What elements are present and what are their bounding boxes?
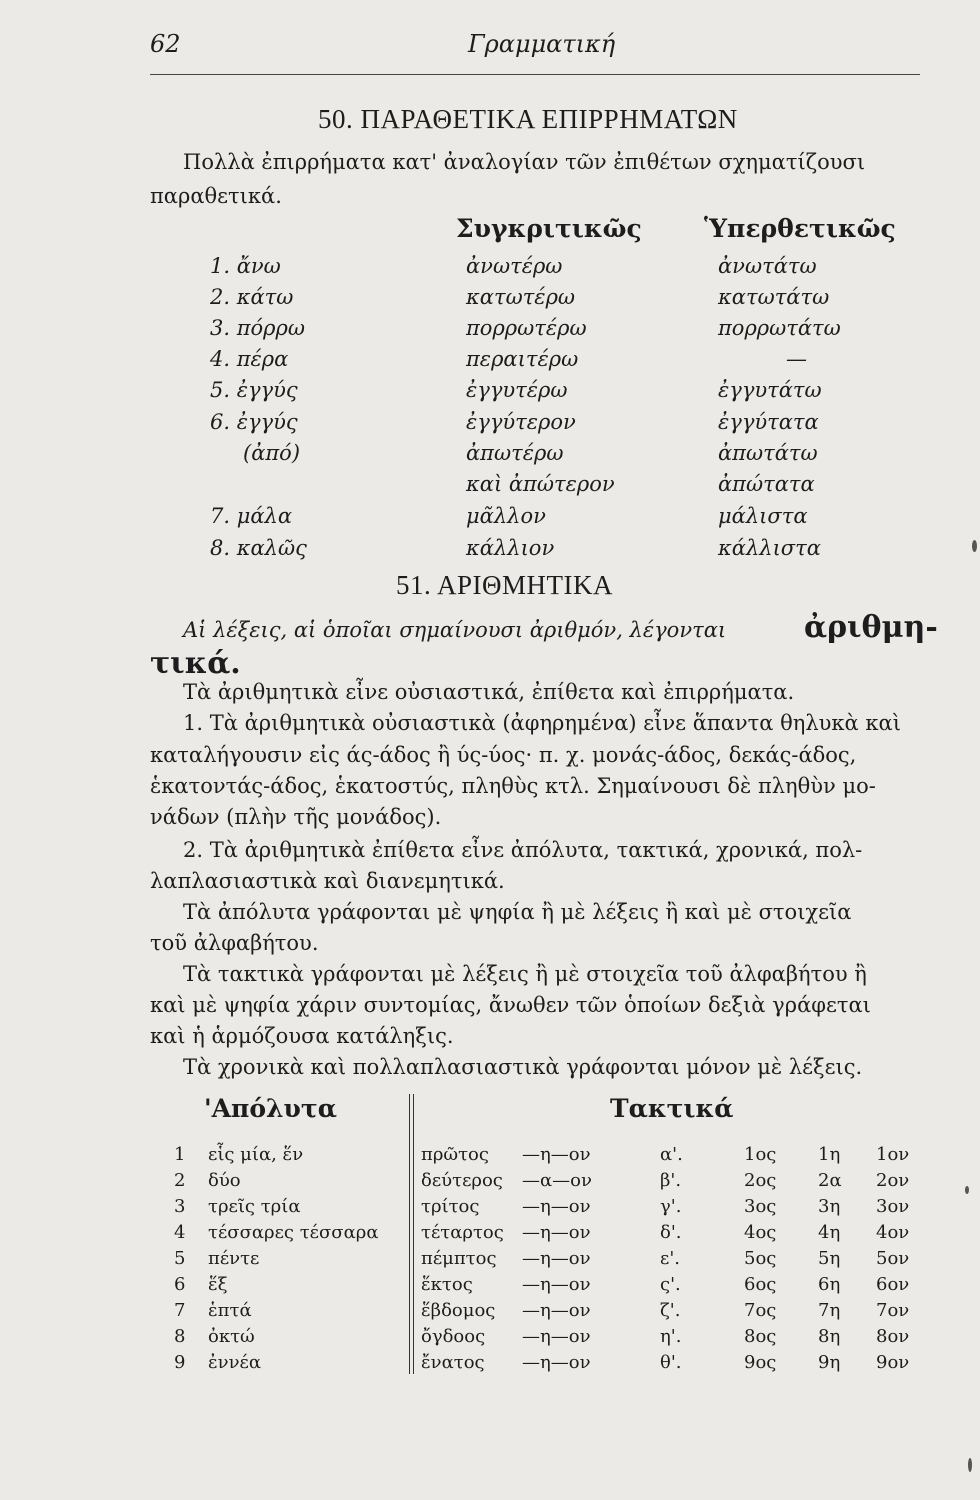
running-title: Γραμματική (468, 30, 616, 58)
para-nouns-line1: 1. Τὰ ἀριθμητικὰ οὐσιαστικὰ (ἀφηρημένα) εἶνε ἅπαντα θηλυκὰ καὶ (183, 711, 901, 735)
superlative-form: — (786, 347, 807, 371)
scan-speck (965, 1186, 969, 1194)
ordinal-abbr-neut: 1ον (876, 1144, 910, 1165)
positive-form: 5. ἐγγύς (210, 378, 298, 402)
ordinal-abbr-masc: 3ος (744, 1196, 777, 1217)
comparative-form: κάλλιον (466, 536, 555, 560)
superlative-form: ἀπώτατα (718, 472, 815, 496)
superlative-form: ἐγγύτατα (718, 410, 819, 434)
section-51-title: 51. ΑΡΙΘΜΗΤΙΚΑ (396, 570, 614, 600)
superlative-heading: Ὑπερθετικῶς (704, 214, 896, 243)
absolute-word: ἕξ (208, 1274, 228, 1295)
absolute-word: πέντε (208, 1248, 260, 1269)
positive-form: (ἀπό) (243, 441, 301, 465)
term-arithmetika-b: τικά. (150, 646, 241, 681)
ordinal-abbr-fem: 1η (818, 1144, 841, 1165)
absolute-word: δύο (208, 1170, 241, 1191)
section-50-intro-line2: παραθετικά. (150, 184, 282, 208)
ordinal-endings: —η—ον (522, 1144, 591, 1165)
positive-form: 7. μάλα (210, 504, 293, 528)
ordinal-letter: α'. (660, 1144, 683, 1165)
superlative-form: μάλιστα (718, 504, 808, 528)
page-number: 62 (150, 30, 181, 58)
ordinal-abbr-neut: 9ον (876, 1352, 910, 1373)
ordinal-abbr-neut: 4ον (876, 1222, 910, 1243)
superlative-form: ἀνωτάτω (718, 254, 817, 278)
ordinal-abbr-neut: 7ον (876, 1300, 910, 1321)
section-50-title: 50. ΠΑΡΑΘΕΤΙΚΑ ΕΠΙΡΡΗΜΑΤΩΝ (318, 104, 738, 134)
numeral-digit: 9 (174, 1352, 186, 1373)
ordinal-abbr-masc: 9ος (744, 1352, 777, 1373)
para-ordinal-line1: Τὰ τακτικὰ γράφονται μὲ λέξεις ἢ μὲ στοιχεῖα τοῦ ἀλφαβήτου ἢ (183, 962, 867, 986)
ordinal-endings: —η—ον (522, 1274, 591, 1295)
ordinal-abbr-masc: 2ος (744, 1170, 777, 1191)
comparative-form: ἐγγύτερον (466, 410, 576, 434)
numeral-digit: 7 (174, 1300, 186, 1321)
ordinal-letter: γ'. (660, 1196, 682, 1217)
numeral-digit: 6 (174, 1274, 186, 1295)
section-50-intro-line1: Πολλὰ ἐπιρρήματα κατ' ἀναλογίαν τῶν ἐπιθέτων σχηματίζουσι (183, 150, 866, 174)
para-absolute-line2: τοῦ ἀλφαβήτου. (150, 931, 319, 955)
ordinal-abbr-masc: 5ος (744, 1248, 777, 1269)
absolute-word: εἷς μία, ἕν (208, 1144, 304, 1165)
absolute-word: τρεῖς τρία (208, 1196, 301, 1217)
para-nouns-line4: νάδων (πλὴν τῆς μονάδος). (150, 805, 442, 829)
comparative-form: ἀνωτέρω (466, 254, 563, 278)
ordinal-abbr-fem: 9η (818, 1352, 841, 1373)
comparative-form: κατωτέρω (466, 285, 576, 309)
table-divider (413, 1094, 414, 1374)
ordinal-word: ἔνατος (421, 1352, 485, 1373)
para-ordinal-line3: καὶ ἡ ἁρμόζουσα κατάληξις. (150, 1024, 454, 1048)
ordinal-abbr-fem: 6η (818, 1274, 841, 1295)
absolute-word: τέσσαρες τέσσαρα (208, 1222, 379, 1243)
positive-form: 8. καλῶς (210, 536, 307, 560)
positive-form: 6. ἐγγύς (210, 410, 298, 434)
ordinal-abbr-fem: 2α (818, 1170, 842, 1191)
absolute-word: ἑπτά (208, 1300, 252, 1321)
numeral-digit: 1 (174, 1144, 186, 1165)
para-ordinal-line2: καὶ μὲ ψηφία χάριν συντομίας, ἄνωθεν τῶν ὁποίων δεξιὰ γράφεται (150, 993, 871, 1017)
superlative-form: κατωτάτω (718, 285, 830, 309)
superlative-form: κάλλιστα (718, 536, 821, 560)
ordinal-abbr-masc: 8ος (744, 1326, 777, 1347)
numeral-digit: 5 (174, 1248, 186, 1269)
absolute-heading: 'Απόλυτα (204, 1094, 337, 1123)
para-nouns-line3: ἑκατοντάς-άδος, ἑκατοστύς, πληθὺς κτλ. Σημαίνουσι δὲ πληθὺν μο- (150, 774, 876, 798)
positive-form: 3. πόρρω (210, 316, 305, 340)
ordinal-word: ἕβδομος (421, 1300, 496, 1321)
ordinal-abbr-neut: 6ον (876, 1274, 910, 1295)
para-temporal: Τὰ χρονικὰ καὶ πολλαπλασιαστικὰ γράφονται μόνον μὲ λέξεις. (183, 1055, 863, 1079)
table-divider (409, 1094, 410, 1374)
ordinal-letter: η'. (660, 1326, 682, 1347)
ordinal-letter: ς'. (660, 1274, 681, 1295)
para-adjectives-line1: 2. Τὰ ἀριθμητικὰ ἐπίθετα εἶνε ἀπόλυτα, τακτικά, χρονικά, πολ- (183, 838, 863, 862)
scan-speck (972, 540, 977, 552)
ordinal-abbr-neut: 2ον (876, 1170, 910, 1191)
superlative-form: ἐγγυτάτω (718, 378, 822, 402)
ordinal-heading: Τακτικά (610, 1094, 734, 1123)
para-definition-line1: Αἱ λέξεις, αἱ ὁποῖαι σημαίνουσι ἀριθμόν, λέγονται (183, 618, 727, 642)
numeral-digit: 4 (174, 1222, 186, 1243)
ordinal-endings: —η—ον (522, 1222, 591, 1243)
ordinal-letter: β'. (660, 1170, 682, 1191)
ordinal-abbr-fem: 5η (818, 1248, 841, 1269)
ordinal-letter: δ'. (660, 1222, 682, 1243)
ordinal-word: τρίτος (421, 1196, 480, 1217)
term-arithmetika-a: ἀριθμη- (804, 610, 938, 645)
ordinal-endings: —η—ον (522, 1196, 591, 1217)
para-nouns-line2: καταλήγουσιν εἰς άς-άδος ἢ ύς-ύος· π. χ. μονάς-άδος, δεκάς-άδος, (150, 743, 857, 767)
comparative-form: ἀπωτέρω (466, 441, 564, 465)
ordinal-abbr-neut: 3ον (876, 1196, 910, 1217)
ordinal-endings: —η—ον (522, 1300, 591, 1321)
positive-form: 2. κάτω (210, 285, 294, 309)
ordinal-word: ὄγδοος (421, 1326, 486, 1347)
ordinal-abbr-masc: 7ος (744, 1300, 777, 1321)
ordinal-abbr-masc: 1ος (744, 1144, 777, 1165)
comparative-heading: Συγκριτικῶς (456, 214, 642, 243)
ordinal-endings: —η—ον (522, 1352, 591, 1373)
ordinal-letter: ζ'. (660, 1300, 681, 1321)
ordinal-abbr-fem: 3η (818, 1196, 841, 1217)
absolute-word: ἐννέα (208, 1352, 262, 1373)
ordinal-letter: θ'. (660, 1352, 682, 1373)
numeral-digit: 8 (174, 1326, 186, 1347)
ordinal-abbr-neut: 5ον (876, 1248, 910, 1269)
ordinal-endings: —η—ον (522, 1248, 591, 1269)
ordinal-abbr-fem: 4η (818, 1222, 841, 1243)
ordinal-abbr-masc: 4ος (744, 1222, 777, 1243)
ordinal-endings: —α—ον (522, 1170, 592, 1191)
comparative-form: περαιτέρω (466, 347, 579, 371)
numeral-digit: 3 (174, 1196, 186, 1217)
ordinal-word: πρῶτος (421, 1144, 489, 1165)
absolute-word: ὀκτώ (208, 1326, 255, 1347)
ordinal-word: τέταρτος (421, 1222, 504, 1243)
superlative-form: πορρωτάτω (718, 316, 841, 340)
ordinal-letter: ε'. (660, 1248, 680, 1269)
scan-speck (968, 1458, 972, 1472)
ordinal-abbr-fem: 7η (818, 1300, 841, 1321)
para-absolute-line1: Τὰ ἀπόλυτα γράφονται μὲ ψηφία ἢ μὲ λέξεις ἢ καὶ μὲ στοιχεῖα (183, 900, 852, 924)
ordinal-word: δεύτερος (421, 1170, 503, 1191)
comparative-form: ἐγγυτέρω (466, 378, 568, 402)
numeral-digit: 2 (174, 1170, 186, 1191)
comparative-form: πορρωτέρω (466, 316, 587, 340)
ordinal-endings: —η—ον (522, 1326, 591, 1347)
ordinal-word: ἕκτος (421, 1274, 473, 1295)
positive-form: 4. πέρα (210, 347, 289, 371)
superlative-form: ἀπωτάτω (718, 441, 818, 465)
ordinal-word: πέμπτος (421, 1248, 497, 1269)
comparative-form: μᾶλλον (466, 504, 546, 528)
ordinal-abbr-masc: 6ος (744, 1274, 777, 1295)
para-adjectives-line2: λαπλασιαστικὰ καὶ διανεμητικά. (150, 869, 505, 893)
para-kinds: Τὰ ἀριθμητικὰ εἶνε οὐσιαστικά, ἐπίθετα καὶ ἐπιρρήματα. (183, 680, 795, 704)
ordinal-abbr-neut: 8ον (876, 1326, 910, 1347)
header-rule (150, 74, 920, 75)
positive-form: 1. ἄνω (210, 254, 281, 278)
comparative-form: καὶ ἀπώτερον (466, 472, 615, 496)
ordinal-abbr-fem: 8η (818, 1326, 841, 1347)
